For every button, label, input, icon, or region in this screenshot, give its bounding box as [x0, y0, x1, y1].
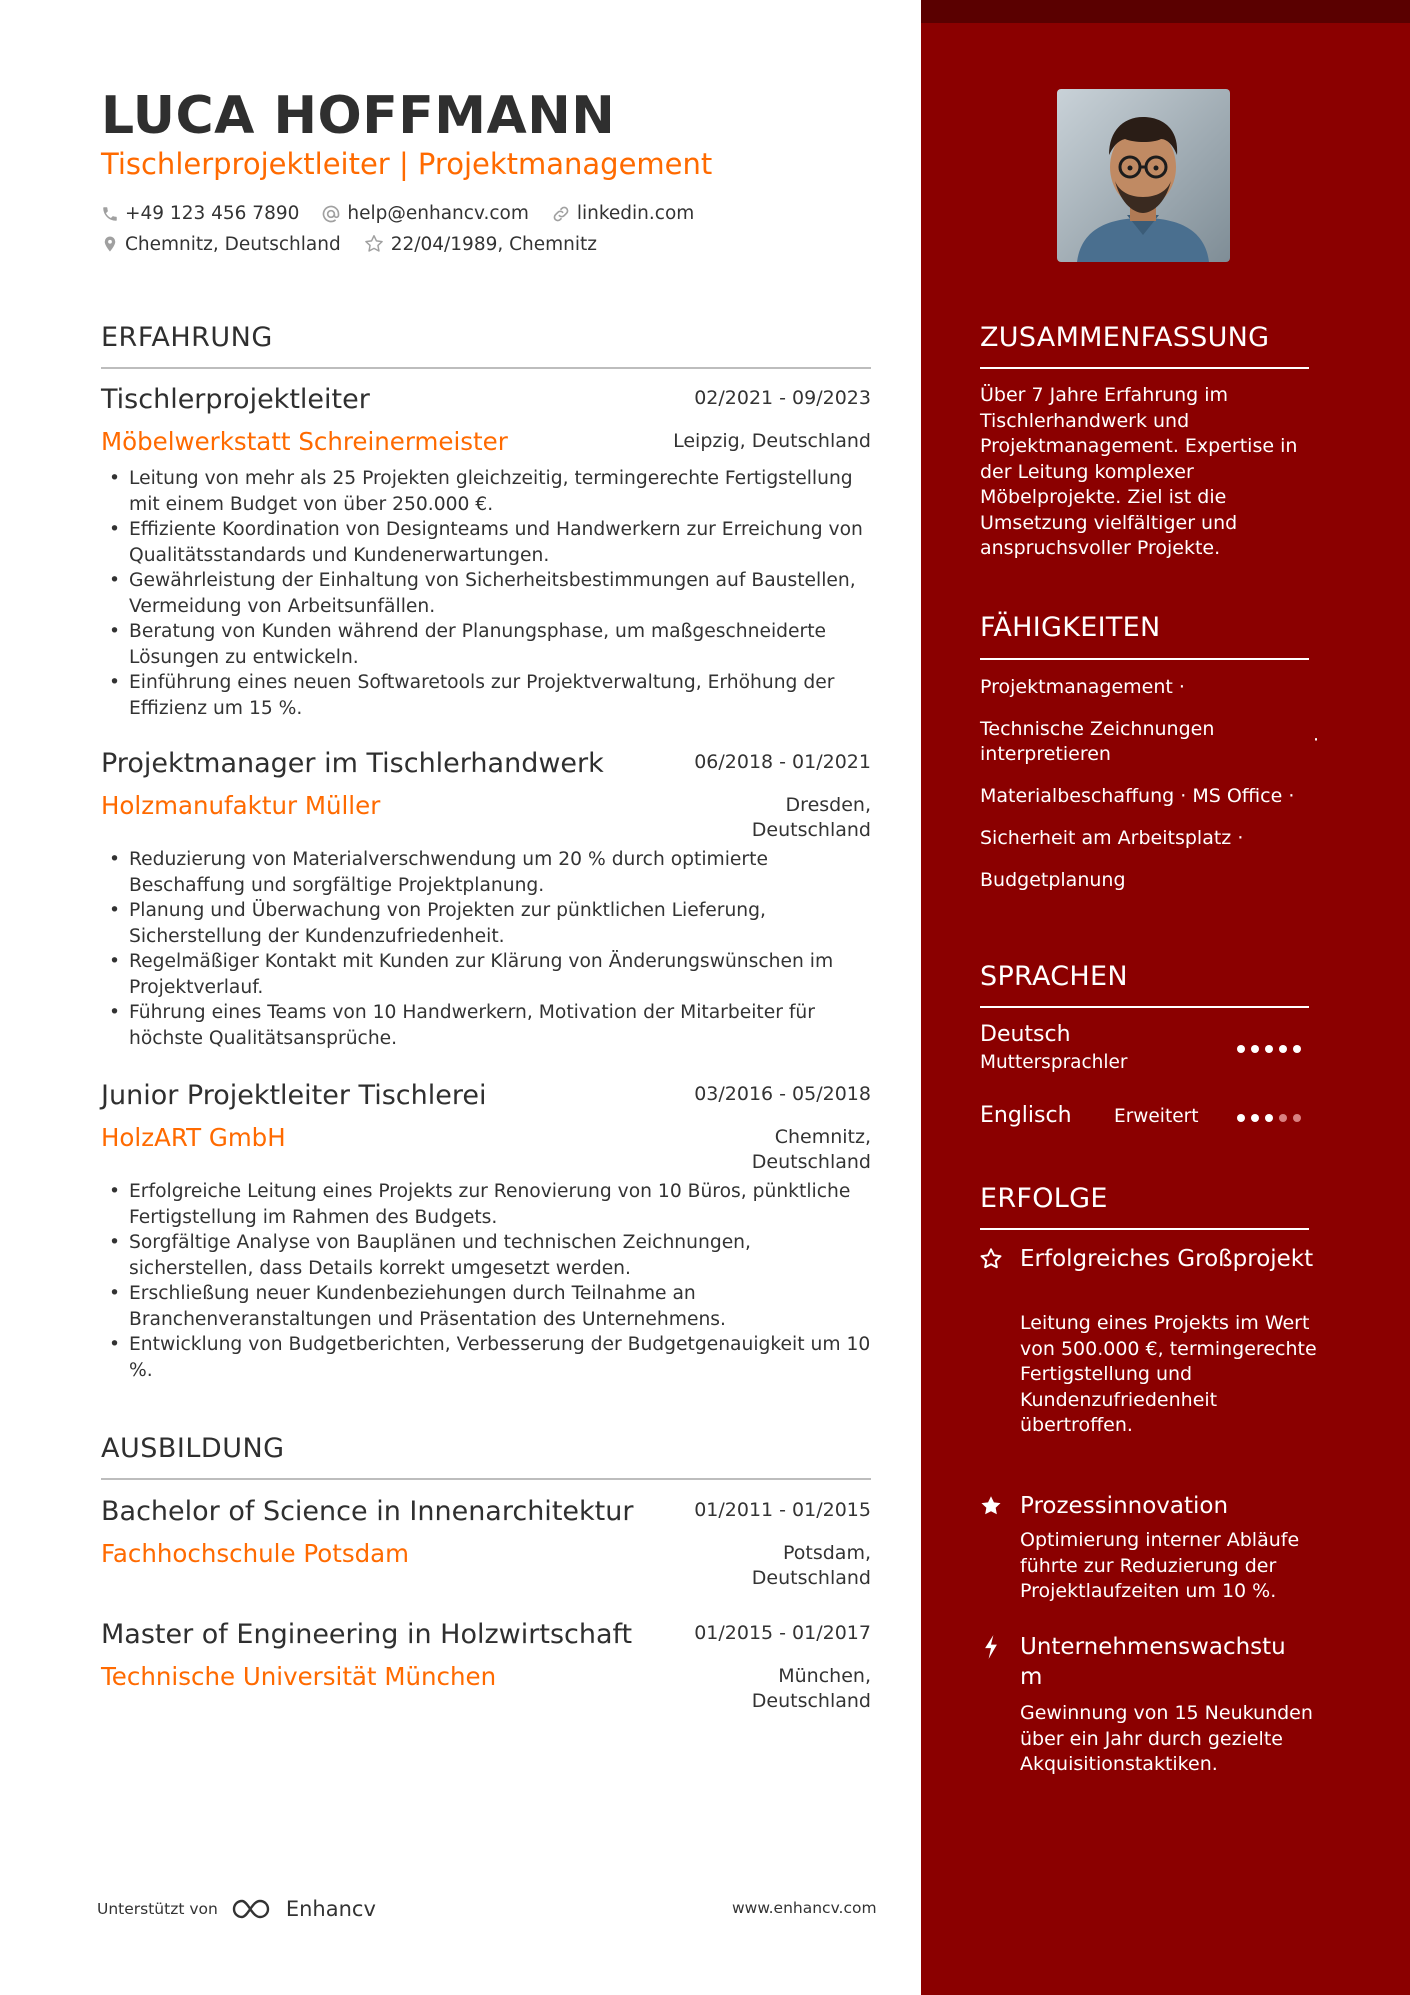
skill-item: Budgetplanung	[980, 869, 1126, 891]
job-bullet: • Reduzierung von Materialverschwendung um 20 % durch optimierte Beschaffung und sorgfältige Projektplanung.	[129, 847, 871, 898]
education-section-divider	[101, 1478, 871, 1480]
skill-item: Sicherheit am Arbeitsplatz ·	[980, 827, 1244, 849]
job-bullet: • Entwicklung von Budgetberichten, Verbesserung der Budgetgenauigkeit um 10 %.	[129, 1332, 871, 1383]
degree-date: 01/2015 - 01/2017	[694, 1622, 871, 1644]
languages-section-divider	[980, 1006, 1309, 1008]
school-location-line: München,	[778, 1665, 871, 1687]
footer-powered-by	[97, 1896, 376, 1922]
rating-dot-filled	[1237, 1114, 1245, 1122]
contact-birth	[363, 233, 597, 255]
contact-phone	[101, 203, 299, 224]
job-bullet: • Erfolgreiche Leitung eines Projekts zur Renovierung von 10 Büros, pünktliche Fertigstellung im Rahmen des Budgets.	[129, 1179, 871, 1230]
skill-item: interpretieren	[980, 743, 1111, 765]
language-level: Erweitert	[1114, 1106, 1199, 1127]
link-icon	[551, 204, 571, 224]
rating-dot-filled	[1237, 1045, 1245, 1053]
profile-photo	[1057, 89, 1230, 262]
job-bullet: • Sorgfältige Analyse von Bauplänen und technischen Zeichnungen, sicherstellen, dass Details korrekt umgesetzt werden.	[129, 1230, 871, 1281]
rating-dot-filled	[1251, 1114, 1259, 1122]
job-location-line: Chemnitz,	[774, 1126, 871, 1148]
linkedin-text: linkedin.com	[576, 203, 695, 224]
phone-text: +49 123 456 7890	[125, 203, 300, 224]
job-date: 06/2018 - 01/2021	[694, 751, 871, 773]
job-company: HolzART GmbH	[101, 1123, 286, 1152]
summary-section-divider	[980, 367, 1309, 369]
sidebar-background	[921, 0, 1410, 1995]
achievements-section-divider	[980, 1228, 1309, 1230]
contact-row-2	[101, 233, 619, 255]
achievement-title: Erfolgreiches Großprojekt	[1020, 1246, 1314, 1272]
candidate-headline: Tischlerprojektleiter | Projektmanagement	[101, 147, 713, 181]
rating-dot-empty	[1293, 1114, 1301, 1122]
skills-section-title: FÄHIGKEITEN	[980, 612, 1161, 643]
job-location: Leipzig, Deutschland	[673, 430, 871, 452]
job-bullet: • Planung und Überwachung von Projekten zur pünktlichen Lieferung, Sicherstellung der Kundenzufriedenheit.	[129, 898, 871, 949]
job-bullet: • Einführung eines neuen Softwaretools zur Projektverwaltung, Erhöhung der Effizienz um 15 %.	[129, 670, 871, 721]
footer-url[interactable]: www.enhancv.com	[732, 1899, 877, 1917]
language-rating	[1237, 1045, 1307, 1053]
enhancv-logo-icon	[230, 1896, 278, 1922]
experience-section-divider	[101, 367, 871, 369]
candidate-name: LUCA HOFFMANN	[101, 86, 616, 146]
language-name: Englisch	[980, 1103, 1072, 1128]
location-text: Chemnitz, Deutschland	[125, 233, 341, 255]
rating-dot-filled	[1265, 1114, 1273, 1122]
location-pin-icon	[101, 234, 119, 254]
job-bullet: • Erschließung neuer Kundenbeziehungen durch Teilnahme an Branchenveranstaltungen und Präsentation des Unternehmens.	[129, 1281, 871, 1332]
school-name: Technische Universität München	[101, 1662, 497, 1691]
job-bullet: • Gewährleistung der Einhaltung von Sicherheitsbestimmungen auf Baustellen, Vermeidung von Arbeitsunfällen.	[129, 568, 871, 619]
education-section-title: AUSBILDUNG	[101, 1433, 285, 1464]
job-bullet: • Leitung von mehr als 25 Projekten gleichzeitig, termingerechte Fertigstellung mit einem Budget von über 250.000 €.	[129, 466, 871, 517]
powered-by-text: Unterstützt von	[97, 1900, 218, 1918]
at-icon	[321, 204, 341, 224]
rating-dot-filled	[1293, 1045, 1301, 1053]
school-location-line: Deutschland	[751, 1690, 871, 1712]
skills-section-divider	[980, 658, 1309, 660]
star-filled-icon	[978, 1493, 1004, 1519]
job-bullet: • Effiziente Koordination von Designteams und Handwerkern zur Erreichung von Qualitätsstandards und Kundenerwartungen.	[129, 517, 871, 568]
lightning-icon	[982, 1634, 1000, 1660]
school-location	[752, 1664, 871, 1714]
language-name: Deutsch	[980, 1022, 1071, 1047]
contact-row-1	[101, 203, 716, 224]
school-location-line: Potsdam,	[782, 1542, 871, 1564]
achievements-section-title: ERFOLGE	[980, 1183, 1108, 1214]
experience-section-title: ERFAHRUNG	[101, 322, 273, 353]
language-level: Muttersprachler	[980, 1052, 1128, 1073]
contact-linkedin[interactable]	[551, 203, 694, 224]
degree-date: 01/2011 - 01/2015	[694, 1499, 871, 1521]
job-location-line: Dresden,	[785, 794, 871, 816]
language-rating	[1237, 1114, 1307, 1122]
achievement-description: Gewinnung von 15 Neukunden über ein Jahr durch gezielte Akquisitionstaktiken.	[1020, 1702, 1313, 1775]
birth-text: 22/04/1989, Chemnitz	[390, 233, 597, 255]
achievement-title: Prozessinnovation	[1020, 1493, 1229, 1519]
rating-dot-empty	[1279, 1114, 1287, 1122]
achievement-description: Optimierung interner Abläufe führte zur Reduzierung der Projektlaufzeiten um 10 %.	[1020, 1529, 1300, 1602]
skill-item: Technische Zeichnungen	[980, 718, 1215, 740]
skill-item: Projektmanagement ·	[980, 676, 1185, 698]
degree-title: Master of Engineering in Holzwirtschaft	[101, 1619, 633, 1650]
contact-location	[101, 234, 341, 255]
contact-email[interactable]	[321, 203, 528, 224]
job-date: 02/2021 - 09/2023	[694, 387, 871, 409]
job-bullets	[101, 847, 871, 1051]
school-location-line: Deutschland	[751, 1567, 871, 1589]
job-company: Möbelwerkstatt Schreinermeister	[101, 427, 508, 456]
star-outline-icon	[978, 1246, 1004, 1272]
summary-section-title: ZUSAMMENFASSUNG	[980, 322, 1270, 353]
job-location	[752, 1125, 871, 1175]
job-title: Tischlerprojektleiter	[101, 384, 370, 415]
job-bullets	[101, 466, 871, 721]
job-location	[752, 793, 871, 843]
school-location	[752, 1541, 871, 1591]
skill-separator: ·	[1313, 729, 1320, 751]
sidebar-top-band	[921, 0, 1410, 23]
school-name: Fachhochschule Potsdam	[101, 1539, 410, 1568]
degree-title: Bachelor of Science in Innenarchitektur	[101, 1496, 634, 1527]
email-text: help@enhancv.com	[347, 203, 529, 224]
job-bullets	[101, 1179, 871, 1383]
job-title: Junior Projektleiter Tischlerei	[101, 1080, 487, 1111]
summary-text: Über 7 Jahre Erfahrung im Tischlerhandwerk und Projektmanagement. Expertise in der Leitung komplexer Möbelprojekte. Ziel ist die Umsetzung vielfältiger und anspruchsvoller Projekte.	[980, 384, 1298, 559]
job-bullet: • Führung eines Teams von 10 Handwerkern, Motivation der Mitarbeiter für höchste Qualitätsansprüche.	[129, 1000, 871, 1051]
enhancv-brand-text: Enhancv	[285, 1897, 376, 1921]
rating-dot-filled	[1265, 1045, 1273, 1053]
phone-icon	[101, 205, 119, 223]
avatar-illustration	[1057, 89, 1230, 262]
job-location-line: Deutschland	[751, 819, 871, 841]
achievement-title	[1020, 1632, 1320, 1692]
star-outline-icon	[363, 233, 385, 255]
achievement-title-line: Unternehmenswachstu	[1020, 1634, 1286, 1660]
job-location-line: Deutschland	[751, 1151, 871, 1173]
languages-section-title: SPRACHEN	[980, 961, 1128, 992]
job-company: Holzmanufaktur Müller	[101, 791, 381, 820]
job-bullet: • Beratung von Kunden während der Planungsphase, um maßgeschneiderte Lösungen zu entwickeln.	[129, 619, 871, 670]
rating-dot-filled	[1251, 1045, 1259, 1053]
job-date: 03/2016 - 05/2018	[694, 1083, 871, 1105]
job-title: Projektmanager im Tischlerhandwerk	[101, 748, 604, 779]
skill-item: Materialbeschaffung · MS Office ·	[980, 785, 1295, 807]
achievement-description: Leitung eines Projekts im Wert von 500.000 €, termingerechte Fertigstellung und Kundenzufriedenheit übertroffen.	[1020, 1312, 1317, 1436]
job-bullet: • Regelmäßiger Kontakt mit Kunden zur Klärung von Änderungswünschen im Projektverlauf.	[129, 949, 871, 1000]
achievement-title-line: m	[1020, 1664, 1043, 1690]
rating-dot-filled	[1279, 1045, 1287, 1053]
